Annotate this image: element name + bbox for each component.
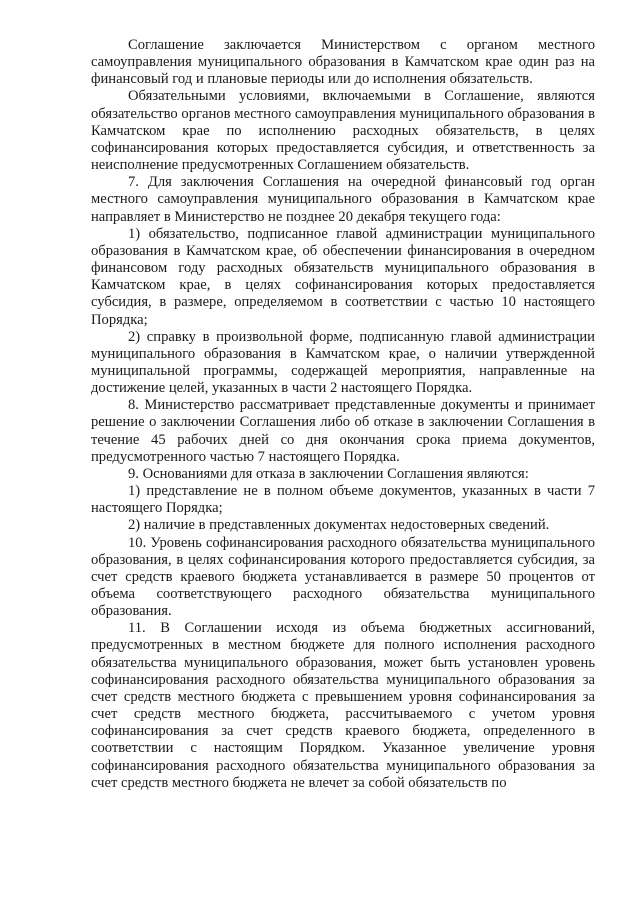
paragraph-item-10: 10. Уровень софинансирования расходного обязательства муниципального образования, в целях софинансирования которого предоставляется субсидия, за счет средств краевого бюджета устанавливается в размере 50 процентов от объема соответствующего расходного обязательства муниципального образования. xyxy=(91,534,595,620)
document-page xyxy=(91,37,595,792)
paragraph-item-7-sub-2: 2) справку в произвольной форме, подписанную главой администрации муниципального образования в Камчатском крае, о наличии утвержденной муниципальной программы, содержащей мероприятия, направленные на достижение целей, указанных в части 2 настоящего Порядка. xyxy=(91,328,595,397)
paragraph-item-9-sub-2: 2) наличие в представленных документах недостоверных сведений. xyxy=(128,517,550,534)
paragraph-item-7: 7. Для заключения Соглашения на очередной финансовый год орган местного самоуправления муниципального образования в Камчатском крае направляет в Министерство не позднее 20 декабря текущего года: xyxy=(91,174,595,225)
paragraph-item-8: 8. Министерство рассматривает представленные документы и принимает решение о заключении Соглашения либо об отказе в заключении Соглашения в течение 45 рабочих дней со дня окончания срока приема документов, предусмотренного частью 7 настоящего Порядка. xyxy=(91,397,595,465)
paragraph-agreement-conclusion: Соглашение заключается Министерством с органом местного самоуправления муниципального образования в Камчатском крае один раз на финансовый год и плановые периоды или до исполнения обязательств. xyxy=(91,37,595,88)
paragraph-item-9: 9. Основаниями для отказа в заключении Соглашения являются: xyxy=(128,465,529,482)
paragraph-item-9-sub-1: 1) представление не в полном объеме документов, указанных в части 7 настоящего Порядка; xyxy=(91,483,595,517)
paragraph-item-11: 11. В Соглашении исходя из объема бюджетных ассигнований, предусмотренных в местном бюджете для полного исполнения расходного обязательства муниципального образования, может быть установлен уровень софинансирования расходного обязательства муниципального образования за счет средств местного бюджета с превышением уровня софинансирования за счет средств местного бюджета, рассчитываемого с учетом уровня софинансирования за счет средств краевого бюджета, определенного в соответствии с настоящим Порядком. Указанное увеличение уровня софинансирования расходного обязательства муниципального образования за счет средств местного бюджета не влечет за собой обязательств по xyxy=(91,620,595,791)
paragraph-item-7-sub-1: 1) обязательство, подписанное главой администрации муниципального образования в Камчатском крае, об обеспечении финансирования в очередном финансовом году расходных обязательств муниципального образования в Камчатском крае, в целях софинансирования которых предоставляется субсидия, в размере, определяемом в соответствии с частью 10 настоящего Порядка; xyxy=(91,225,595,328)
paragraph-mandatory-conditions: Обязательными условиями, включаемыми в Соглашение, являются обязательство органов местного самоуправления муниципального образования в Камчатском крае по исполнению расходных обязательств, в целях софинансирования которых предоставляется субсидия, и ответственность за неисполнение предусмотренных Соглашением обязательств. xyxy=(91,88,595,174)
